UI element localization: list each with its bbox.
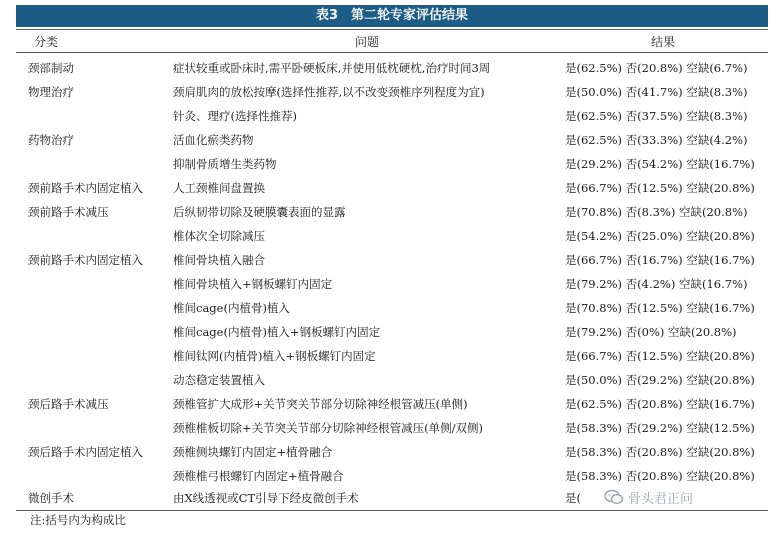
table-row <box>0 372 782 396</box>
category-cell: 微创手术 <box>28 491 74 505</box>
table-row <box>0 300 782 324</box>
question-cell: 动态稳定装置植入 <box>173 373 265 387</box>
result-cell: 是(62.5%) 否(33.3%) 空缺(4.2%) <box>565 133 748 147</box>
table-row <box>0 156 782 180</box>
table-row <box>0 276 782 300</box>
table-row <box>0 204 782 228</box>
question-cell: 椎间骨块植入+钢板螺钉内固定 <box>173 277 333 291</box>
result-cell: 是(79.2%) 否(4.2%) 空缺(16.7%) <box>565 277 748 291</box>
result-cell: 是(66.7%) 否(16.7%) 空缺(16.7%) <box>565 253 755 267</box>
result-cell: 是(70.8%) 否(8.3%) 空缺(20.8%) <box>565 205 748 219</box>
question-cell: 针灸、理疗(选择性推荐) <box>173 109 297 123</box>
table-bottom-rule <box>16 510 768 511</box>
table-row <box>0 444 782 468</box>
question-cell: 椎间骨块植入融合 <box>173 253 265 267</box>
question-cell: 颈椎椎弓根螺钉内固定+植骨融合 <box>173 469 344 483</box>
question-cell: 由X线透视或CT引导下经皮微创手术 <box>173 491 359 505</box>
question-cell: 椎体次全切除减压 <box>173 229 265 243</box>
result-cell: 是(29.2%) 否(54.2%) 空缺(16.7%) <box>565 157 755 171</box>
result-cell: 是(66.7%) 否(12.5%) 空缺(20.8%) <box>565 349 755 363</box>
result-cell: 是(50.0%) 否(29.2%) 空缺(20.8%) <box>565 373 755 387</box>
result-cell: 是(54.2%) 否(25.0%) 空缺(20.8%) <box>565 229 755 243</box>
category-cell: 颈部制动 <box>28 61 74 75</box>
wechat-icon <box>604 489 624 505</box>
table-row <box>0 324 782 348</box>
result-cell: 是(50.0%) 否(41.7%) 空缺(8.3%) <box>565 85 748 99</box>
result-cell: 是(62.5%) 否(20.8%) 空缺(6.7%) <box>565 61 748 75</box>
table-row <box>0 60 782 84</box>
category-cell: 颈后路手术减压 <box>28 397 109 411</box>
result-cell: 是(66.7%) 否(12.5%) 空缺(20.8%) <box>565 181 755 195</box>
header-category: 分类 <box>34 35 59 49</box>
table-row <box>0 108 782 132</box>
header-result: 结果 <box>651 35 676 49</box>
question-cell: 颈椎椎板切除+关节突关节部分切除神经根管减压(单侧/双侧) <box>173 421 483 435</box>
question-cell: 人工颈椎间盘置换 <box>173 181 265 195</box>
category-cell: 颈前路手术内固定植入 <box>28 253 143 267</box>
table-row <box>0 420 782 444</box>
question-cell: 椎间cage(内植骨)植入+钢板螺钉内固定 <box>173 325 381 339</box>
header-bottom-rule <box>16 52 768 53</box>
question-cell: 椎间cage(内植骨)植入 <box>173 301 290 315</box>
result-cell: 是(58.3%) 否(20.8%) 空缺(20.8%) <box>565 469 755 483</box>
header-top-rule <box>16 29 768 30</box>
watermark <box>604 488 693 506</box>
table-row <box>0 396 782 420</box>
category-cell: 颈后路手术内固定植入 <box>28 445 143 459</box>
result-cell: 是(58.3%) 否(29.2%) 空缺(12.5%) <box>565 421 755 435</box>
question-cell: 抑制骨质增生类药物 <box>173 157 277 171</box>
category-cell: 药物治疗 <box>28 133 74 147</box>
question-cell: 后纵韧带切除及硬膜囊表面的显露 <box>173 205 346 219</box>
question-cell: 症状较重或卧床时,需平卧硬板床,并使用低枕硬枕,治疗时间3周 <box>173 61 491 75</box>
table-title: 表3 第二轮专家评估结果 <box>16 5 768 27</box>
question-cell: 颈肩肌肉的放松按摩(选择性推荐,以不改变颈椎序列程度为宜) <box>173 85 485 99</box>
result-cell: 是(58.3%) 否(20.8%) 空缺(20.8%) <box>565 445 755 459</box>
table-row <box>0 132 782 156</box>
category-cell: 颈前路手术内固定植入 <box>28 181 143 195</box>
question-cell: 活血化瘀类药物 <box>173 133 254 147</box>
watermark-text: 骨头君正问 <box>628 491 694 507</box>
table-row <box>0 228 782 252</box>
result-cell: 是(70.8%) 否(12.5%) 空缺(16.7%) <box>565 301 755 315</box>
table-row <box>0 348 782 372</box>
table-row <box>0 84 782 108</box>
table-row <box>0 180 782 204</box>
result-cell: 是( <box>565 491 581 505</box>
category-cell: 物理治疗 <box>28 85 74 99</box>
question-cell: 颈椎管扩大成形+关节突关节部分切除神经根管减压(单侧) <box>173 397 468 411</box>
question-cell: 椎间钛网(内植骨)植入+钢板螺钉内固定 <box>173 349 376 363</box>
result-cell: 是(62.5%) 否(37.5%) 空缺(8.3%) <box>565 109 748 123</box>
result-cell: 是(62.5%) 否(20.8%) 空缺(16.7%) <box>565 397 755 411</box>
category-cell: 颈前路手术减压 <box>28 205 109 219</box>
table-note: 注:括号内为构成比 <box>30 513 126 527</box>
question-cell: 颈椎侧块螺钉内固定+植骨融合 <box>173 445 333 459</box>
header-question: 问题 <box>355 35 380 49</box>
result-cell: 是(79.2%) 否(0%) 空缺(20.8%) <box>565 325 737 339</box>
table-row <box>0 252 782 276</box>
